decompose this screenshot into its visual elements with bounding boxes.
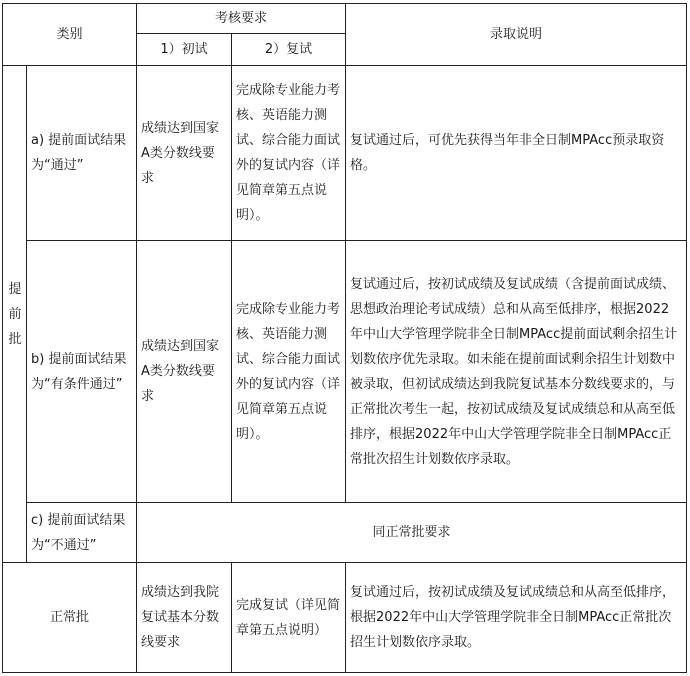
early-batch-label [3, 66, 27, 563]
header-category: 类别 [3, 4, 137, 66]
normal-prelim: 成绩达到我院复试基本分数线要求 [137, 563, 232, 673]
admission-table [2, 3, 687, 673]
header-retest: 2）复试 [232, 34, 346, 66]
row-a-name: a) 提前面试结果为“通过” [27, 66, 137, 241]
row-a-retest: 完成除专业能力考核、英语能力测试、综合能力面试外的复试内容（详见简章第五点说明）。 [232, 66, 346, 241]
row-b-retest: 完成除专业能力考核、英语能力测试、综合能力面试外的复试内容（详见简章第五点说明）。 [232, 241, 346, 503]
row-b-name: b) 提前面试结果为“有条件通过” [27, 241, 137, 503]
normal-retest: 完成复试（详见简章第五点说明） [232, 563, 346, 673]
normal-batch-label: 正常批 [3, 563, 137, 673]
row-a-note: 复试通过后，可优先获得当年非全日制MPAcc预录取资格。 [346, 66, 687, 241]
normal-note: 复试通过后，按初试成绩及复试成绩总和从高至低排序，根据2022年中山大学管理学院非全日制MPAcc正常批次招生计划数依序录取。 [346, 563, 687, 673]
header-admission-note: 录取说明 [346, 4, 687, 66]
row-b-prelim: 成绩达到国家A类分数线要求 [137, 241, 232, 503]
header-assessment: 考核要求 [137, 4, 346, 34]
row-c-name: c) 提前面试结果为“不通过” [27, 503, 137, 563]
header-prelim: 1）初试 [137, 34, 232, 66]
row-b-note: 复试通过后，按初试成绩及复试成绩（含提前面试成绩、思想政治理论考试成绩）总和从高至低排序，根据2022年中山大学管理学院非全日制MPAcc提前面试剩余招生计划数依序优先录取。如未能在提前面试剩余招生计划数中被录取，但初试成绩达到我院复试基本分数线要求的，与正常批次考生一起，按初试成绩及复试成绩总和从高至低排序，根据2022年中山大学管理学院非全日制MPAcc正常批次招生计划数依序录取。 [346, 241, 687, 503]
early-batch-label-text: 提前批 [8, 281, 22, 347]
row-a-prelim: 成绩达到国家A类分数线要求 [137, 66, 232, 241]
row-c-merged: 同正常批要求 [137, 503, 687, 563]
